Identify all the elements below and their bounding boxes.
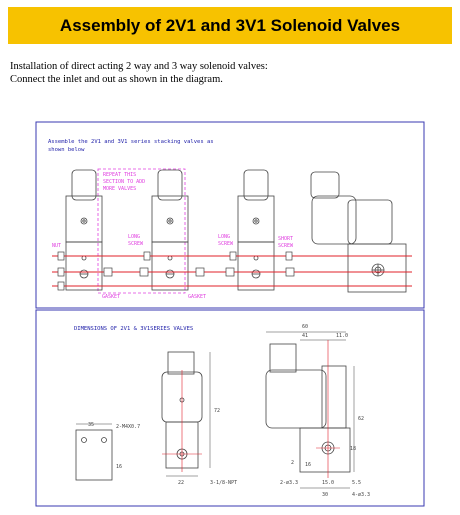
dim-16: 16 [116,464,123,470]
short-screw-line-1: SHORT [278,236,294,242]
long-screw-2-line-2: SCREW [218,241,234,247]
gasket-label-2: GASKET [188,294,207,300]
dim-43: 4-ø3.3 [352,492,371,498]
port-face-view [76,424,112,480]
long-screw-2-line-1: LONG [218,234,231,240]
repeat-line-2: SECTION TO ADD [103,179,146,185]
instruction-line-1: Assemble the 2V1 and 3V1 series stacking valves as [48,139,214,145]
dim-60: 60 [302,324,309,330]
dim-22: 22 [178,480,185,486]
top-panel-frame [36,122,424,308]
dim-m4: 2-M4X0.7 [116,424,141,430]
dim-18: 18 [350,446,357,452]
repeat-line-1: REPEAT THIS [103,172,137,178]
side-view-centerlines [316,340,340,478]
repeat-line-3: MORE VALVES [103,186,137,192]
dim-30: 30 [322,492,329,498]
nut-label: NUT [52,243,62,249]
dim-11: 11.0 [336,333,349,339]
dim-5: 5.5 [352,480,362,486]
dim-pt3: 2-ø3.3 [280,480,299,486]
short-screw-line-2: SCREW [278,243,294,249]
dim-npt: 3-1/8-NPT [210,480,238,486]
long-screw-1-line-2: SCREW [128,241,144,247]
dimensions-heading: DIMENSIONS OF 2V1 & 3V1SERIES VALVES [74,326,194,332]
valve-4-coil-side [311,172,406,292]
intro-line-2: Connect the inlet and out as shown in the diagram. [10,74,223,85]
front-view-centerlines [162,370,202,472]
valve-front-view [162,352,210,476]
page-title: Assembly of 2V1 and 3V1 Solenoid Valves [59,15,401,35]
long-screw-1-line-1: LONG [128,234,141,240]
bottom-panel-frame [36,310,424,506]
instruction-line-2: shown below [48,147,85,153]
dim-15: 15.0 [322,480,335,486]
intro-line-1: Installation of direct acting 2 way and 3 way solenoid valves: [10,61,268,72]
dim-41: 41 [302,333,309,339]
gasket-label-1: GASKET [102,294,121,300]
dim-2: 2 [291,460,295,466]
dim-35: 35 [88,422,95,428]
dim-72: 72 [214,408,221,414]
dim-62: 62 [358,416,365,422]
dim-16b: 16 [305,462,312,468]
